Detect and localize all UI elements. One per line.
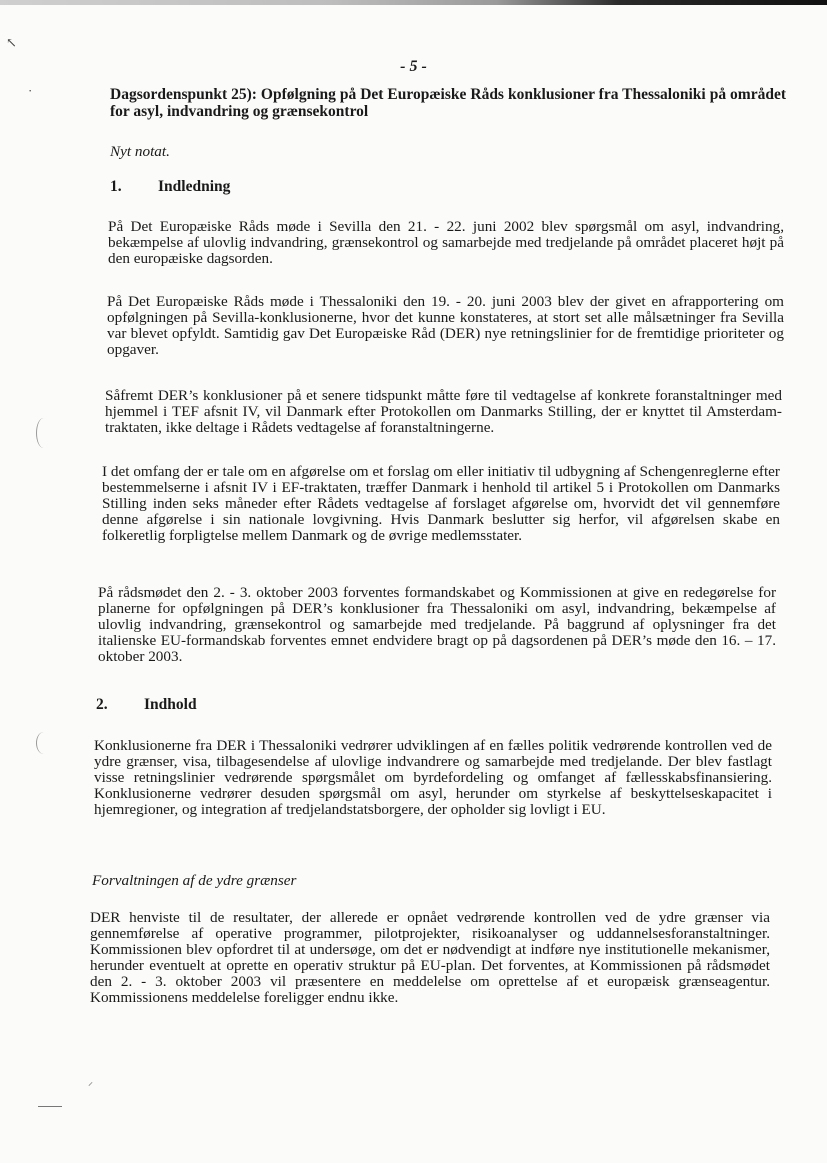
section-title: Indhold	[144, 696, 197, 713]
agenda-heading: Dagsordenspunkt 25): Opfølgning på Det Europæiske Råds konklusioner fra Thessaloniki på området for asyl, indvandring og grænsekontrol	[110, 86, 786, 120]
section-number: 1.	[110, 178, 122, 195]
paragraph: Såfremt DER’s konklusioner på et senere tidspunkt måtte føre til vedtagelse af konkrete foranstaltninger med hjemmel i TEF afsnit IV, vil Danmark efter Protokollen om Danmarks Stilling, der er knyttet til Amsterdam-traktaten, ikke deltage i Rådets vedtagelse af foranstaltningerne.	[105, 387, 782, 436]
section-1-heading	[110, 178, 230, 196]
paragraph: DER henviste til de resultater, der allerede er opnået vedrørende kontrollen ved de ydre grænser via gennemførelse af operative programmer, pilotprojekter, risikoanalyser og uddannelsesforanstaltninger. Kommissionen blev opfordret til at undersøge, om det er nødvendigt at indføre nye institutionelle mekanismer, herunder eventuelt at oprette en operativ struktur på EU-plan. Det forventes, at Kommissionen på rådsmødet den 2. - 3. oktober 2003 vil præsentere en meddelelse om oprettelse af et europæisk grænseagentur. Kommissionens meddelelse foreligger endnu ikke.	[90, 909, 770, 1006]
scan-speck: ↖	[6, 35, 17, 50]
paragraph: På rådsmødet den 2. - 3. oktober 2003 forventes formandskabet og Kommissionen at give en redegørelse for planerne for opfølgningen på DER’s konklusioner fra Thessaloniki om asyl, indvandring, bekæmpelse af ulovlig indvandring, grænsekontrol og samarbejde med tredjelande. På baggrund af oplysninger fra det italienske EU-formandskab forventes emnet endvidere bragt op på dagsordenen på DER’s møde den 16. – 17. oktober 2003.	[98, 584, 776, 665]
scan-speck: ⸝	[88, 1077, 93, 1088]
scan-speck: ·	[28, 83, 33, 98]
margin-rule	[38, 1106, 62, 1107]
paragraph: I det omfang der er tale om en afgørelse om et forslag om eller initiativ til udbygning af Schengenreglerne efter bestemmelserne i afsnit IV i EF-traktaten, træffer Danmark i henhold til artikel 5 i Protokollen om Danmarks Stilling inden seks måneder efter Rådets vedtagelse af forslaget afgørelse om, hvorvidt det vil gennemføre denne afgørelse i sin nationale lovgivning. Hvis Danmark beslutter sig herfor, vil afgørelsen skabe en folkeretlig forpligtelse mellem Danmark og de øvrige medlemsstater.	[102, 463, 780, 544]
note: Nyt notat.	[110, 143, 170, 160]
section-number: 2.	[96, 696, 108, 713]
paragraph: På Det Europæiske Råds møde i Sevilla den 21. - 22. juni 2002 blev spørgsmål om asyl, indvandring, bekæmpelse af ulovlig indvandring, grænsekontrol og samarbejde med tredjelande på området placeret højt på den europæiske dagsorden.	[108, 218, 784, 267]
subheading: Forvaltningen af de ydre grænser	[92, 872, 297, 889]
paragraph: Konklusionerne fra DER i Thessaloniki vedrører udviklingen af en fælles politik vedrørende kontrollen ved de ydre grænser, visa, tilbagesendelse af ulovlige indvandrere og samarbejde med tredjelande. Der blev fastlagt visse retningslinier vedrørende spørgsmålet om byrdefordeling og omfanget af fællesskabsfinansiering. Konklusionerne vedrører desuden spørgsmål om asyl, herunder om styrkelse af beskyttelseskapacitet i hjemregioner, og integration af tredjelandstatsborgere, der opholder sig lovligt i EU.	[94, 737, 772, 818]
margin-mark	[36, 732, 51, 754]
margin-mark	[36, 418, 51, 448]
scan-edge	[0, 0, 827, 5]
page-number: - 5 -	[400, 58, 427, 75]
section-title: Indledning	[158, 178, 231, 195]
section-2-heading	[96, 696, 197, 714]
paragraph: På Det Europæiske Råds møde i Thessaloniki den 19. - 20. juni 2003 blev der givet en afrapportering om opfølgningen på Sevilla-konklusionerne, hvor det kunne konstateres, at stort set alle målsætninger fra Sevilla var blevet opfyldt. Samtidig gav Det Europæiske Råd (DER) nye retningslinier for de fremtidige prioriteter og opgaver.	[107, 293, 784, 358]
